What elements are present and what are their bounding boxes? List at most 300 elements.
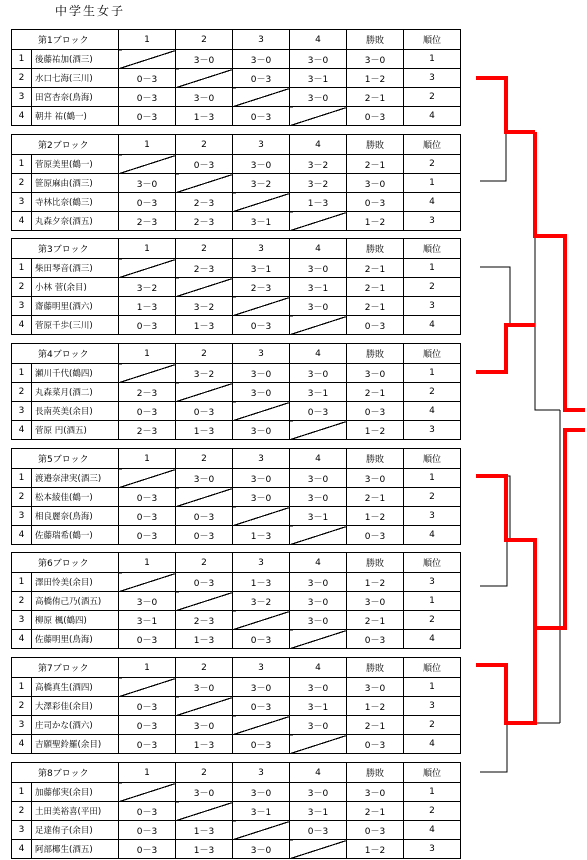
column-header: 2 [176,449,233,469]
player-number: 4 [12,630,32,649]
rank: 4 [404,193,461,212]
column-header: 4 [290,553,347,573]
column-header: 4 [290,449,347,469]
self-match-cell [290,630,347,649]
self-match-cell [290,840,347,859]
player-row [12,821,461,840]
block-table [11,657,461,754]
match-score: 1－3 [176,821,233,840]
win-loss-record: 3－0 [347,364,404,383]
match-score: 3－0 [290,783,347,802]
match-score: 3－1 [290,69,347,88]
page-title: 中学生女子 [55,4,126,18]
rank: 2 [404,88,461,107]
player-number: 2 [12,802,32,821]
rank: 3 [404,573,461,592]
player-name: 寺林比奈(鶴三) [32,193,119,212]
self-match-cell [290,212,347,231]
win-loss-record: 2－1 [347,383,404,402]
match-score: 0－3 [119,630,176,649]
column-header: 3 [233,553,290,573]
rank: 3 [404,421,461,440]
self-match-cell [176,278,233,297]
win-loss-record: 2－1 [347,716,404,735]
match-score: 0－3 [176,573,233,592]
column-header: 順位 [404,344,461,364]
match-score: 3－0 [233,488,290,507]
rank: 3 [404,507,461,526]
rank: 2 [404,716,461,735]
self-match-cell [119,573,176,592]
player-name: 菅原千歩(三川) [32,316,119,335]
match-score: 3－0 [290,297,347,316]
player-number: 2 [12,69,32,88]
bracket-line [480,540,507,586]
player-number: 2 [12,174,32,193]
match-score: 3－1 [233,259,290,278]
block-table [11,238,461,335]
win-loss-record: 1－2 [347,573,404,592]
column-header: 3 [233,658,290,678]
match-score: 0－3 [119,316,176,335]
win-loss-record: 3－0 [347,678,404,697]
match-score: 3－1 [290,278,347,297]
player-row [12,155,461,174]
rank: 4 [404,316,461,335]
match-score: 3－0 [176,88,233,107]
match-score: 0－3 [119,69,176,88]
match-score: 3－0 [233,678,290,697]
block-header-row [12,344,461,364]
match-score: 3－0 [176,716,233,735]
self-match-cell [233,193,290,212]
self-match-cell [233,611,290,630]
match-score: 1－3 [233,526,290,545]
player-name: 田宮杏奈(鳥海) [32,88,119,107]
match-score: 0－3 [233,697,290,716]
win-loss-record: 1－2 [347,69,404,88]
player-name: 齋藤明里(酒六) [32,297,119,316]
self-match-cell [119,469,176,488]
match-score: 1－3 [176,421,233,440]
player-name: 長南英美(余目) [32,402,119,421]
column-header: 4 [290,135,347,155]
column-header: 1 [119,763,176,783]
match-score: 0－3 [233,69,290,88]
player-number: 4 [12,735,32,754]
match-score: 2－3 [176,611,233,630]
match-score: 3－1 [119,611,176,630]
column-header: 1 [119,449,176,469]
match-score: 3－2 [290,174,347,193]
win-loss-record: 3－0 [347,469,404,488]
column-header: 4 [290,30,347,50]
rank: 3 [404,697,461,716]
player-name: 高橋真生(酒四) [32,678,119,697]
player-row [12,735,461,754]
match-score: 1－3 [176,107,233,126]
column-header: 2 [176,344,233,364]
match-score: 3－0 [119,174,176,193]
player-name: 足達侑子(余目) [32,821,119,840]
column-header: 順位 [404,658,461,678]
self-match-cell [290,107,347,126]
player-row [12,573,461,592]
player-row [12,278,461,297]
match-score: 3－0 [290,50,347,69]
match-score: 0－3 [176,155,233,174]
column-header: 3 [233,30,290,50]
win-loss-record: 0－3 [347,735,404,754]
match-score: 0－3 [233,107,290,126]
column-header: 勝敗 [347,344,404,364]
win-loss-record: 0－3 [347,402,404,421]
match-score: 0－3 [290,821,347,840]
player-row [12,630,461,649]
match-score: 2－3 [119,383,176,402]
match-score: 0－3 [119,507,176,526]
player-row [12,716,461,735]
match-score: 3－0 [290,259,347,278]
player-number: 2 [12,488,32,507]
win-loss-record: 3－0 [347,50,404,69]
block-header-row [12,658,461,678]
column-header: 4 [290,763,347,783]
player-number: 1 [12,364,32,383]
player-row [12,212,461,231]
player-number: 3 [12,507,32,526]
player-number: 1 [12,469,32,488]
rank: 2 [404,155,461,174]
player-name: 阿部椰生(酒五) [32,840,119,859]
match-score: 1－3 [290,193,347,212]
match-score: 0－3 [233,630,290,649]
player-number: 4 [12,526,32,545]
block-name: 第1ブロック [12,30,119,50]
column-header: 3 [233,239,290,259]
match-score: 3－0 [233,421,290,440]
player-number: 3 [12,821,32,840]
match-score: 3－2 [176,364,233,383]
match-score: 3－0 [176,678,233,697]
match-score: 0－3 [233,316,290,335]
column-header: 2 [176,763,233,783]
player-name: 澤田怜美(余目) [32,573,119,592]
win-loss-record: 2－1 [347,297,404,316]
column-header: 4 [290,658,347,678]
block-name: 第8ブロック [12,763,119,783]
column-header: 順位 [404,763,461,783]
match-score: 0－3 [119,488,176,507]
match-score: 2－3 [176,193,233,212]
rank: 2 [404,278,461,297]
player-name: 丸森菜月(酒二) [32,383,119,402]
column-header: 3 [233,135,290,155]
player-number: 3 [12,193,32,212]
player-row [12,526,461,545]
match-score: 1－3 [119,297,176,316]
self-match-cell [233,507,290,526]
rank: 4 [404,107,461,126]
player-number: 1 [12,259,32,278]
rank: 1 [404,50,461,69]
winner-line [535,132,585,410]
match-score: 2－3 [176,259,233,278]
column-header: 1 [119,135,176,155]
column-header: 順位 [404,135,461,155]
match-score: 0－3 [119,716,176,735]
bracket-line [480,476,510,540]
column-header: 順位 [404,449,461,469]
block-name: 第7ブロック [12,658,119,678]
column-header: 2 [176,553,233,573]
match-score: 1－3 [176,316,233,335]
player-number: 1 [12,783,32,802]
match-score: 3－0 [290,678,347,697]
rank: 1 [404,259,461,278]
player-name: 水口七海(三川) [32,69,119,88]
column-header: 3 [233,449,290,469]
block-name: 第4ブロック [12,344,119,364]
match-score: 0－3 [119,735,176,754]
rank: 2 [404,611,461,630]
player-name: 瀬川千代(鶴四) [32,364,119,383]
column-header: 勝敗 [347,553,404,573]
block-table [11,552,461,649]
self-match-cell [176,69,233,88]
match-score: 2－3 [176,212,233,231]
match-score: 3－0 [290,592,347,611]
match-score: 3－0 [176,783,233,802]
player-number: 1 [12,155,32,174]
player-number: 4 [12,316,32,335]
block-name: 第6ブロック [12,553,119,573]
player-row [12,507,461,526]
match-score: 3－2 [233,174,290,193]
rank: 3 [404,297,461,316]
player-name: 小林 菅(余目) [32,278,119,297]
player-row [12,364,461,383]
match-score: 3－0 [233,840,290,859]
column-header: 2 [176,135,233,155]
player-row [12,259,461,278]
match-score: 3－0 [290,488,347,507]
win-loss-record: 1－2 [347,212,404,231]
column-header: 3 [233,763,290,783]
column-header: 4 [290,239,347,259]
player-row [12,611,461,630]
self-match-cell [290,421,347,440]
player-row [12,69,461,88]
winner-line [476,325,535,372]
block-name: 第2ブロック [12,135,119,155]
self-match-cell [176,488,233,507]
winner-line [535,430,585,628]
bracket-line [535,540,560,723]
match-score: 0－3 [119,697,176,716]
column-header: 1 [119,239,176,259]
match-score: 3－2 [176,297,233,316]
win-loss-record: 0－3 [347,526,404,545]
player-name: 佐藤瑞希(鶴一) [32,526,119,545]
self-match-cell [290,735,347,754]
bracket-line [480,132,506,181]
match-score: 0－3 [233,735,290,754]
match-score: 0－3 [119,840,176,859]
player-name: 朝井 祐(鶴一) [32,107,119,126]
player-name: 吉願聖鈴羅(余目) [32,735,119,754]
player-row [12,193,461,212]
match-score: 0－3 [119,821,176,840]
win-loss-record: 2－1 [347,802,404,821]
bracket-lines-thin [480,132,560,772]
self-match-cell [176,383,233,402]
match-score: 3－0 [176,50,233,69]
player-name: 土田美裕喜(平田) [32,802,119,821]
column-header: 順位 [404,553,461,573]
match-score: 1－3 [176,735,233,754]
match-score: 3－1 [290,697,347,716]
match-score: 0－3 [119,193,176,212]
block-table [11,762,461,859]
win-loss-record: 1－2 [347,840,404,859]
win-loss-record: 2－1 [347,259,404,278]
player-name: 丸森夕奈(酒五) [32,212,119,231]
player-name: 加藤郁実(余目) [32,783,119,802]
player-name: 松本綾佳(鶴一) [32,488,119,507]
match-score: 0－3 [119,107,176,126]
match-score: 3－0 [233,155,290,174]
player-row [12,174,461,193]
rank: 1 [404,469,461,488]
rank: 4 [404,735,461,754]
column-header: 1 [119,553,176,573]
self-match-cell [233,88,290,107]
block-header-row [12,449,461,469]
player-row [12,107,461,126]
self-match-cell [176,697,233,716]
column-header: 勝敗 [347,449,404,469]
match-score: 3－0 [290,611,347,630]
rank: 1 [404,174,461,193]
block-header-row [12,135,461,155]
player-row [12,297,461,316]
match-score: 3－0 [290,573,347,592]
block-name: 第3ブロック [12,239,119,259]
match-score: 1－3 [233,573,290,592]
column-header: 3 [233,344,290,364]
match-score: 3－1 [233,802,290,821]
player-number: 3 [12,611,32,630]
column-header: 勝敗 [347,763,404,783]
win-loss-record: 0－3 [347,107,404,126]
self-match-cell [290,526,347,545]
player-name: 菅原 円(酒五) [32,421,119,440]
match-score: 3－0 [119,592,176,611]
block-table [11,134,461,231]
self-match-cell [119,155,176,174]
self-match-cell [119,50,176,69]
rank: 2 [404,488,461,507]
player-number: 3 [12,402,32,421]
match-score: 3－0 [233,469,290,488]
rank: 2 [404,802,461,821]
match-score: 2－3 [119,212,176,231]
player-number: 1 [12,50,32,69]
match-score: 3－0 [290,469,347,488]
win-loss-record: 2－1 [347,278,404,297]
player-row [12,469,461,488]
player-number: 2 [12,383,32,402]
block-header-row [12,30,461,50]
self-match-cell [233,402,290,421]
match-score: 0－3 [119,402,176,421]
player-row [12,840,461,859]
match-score: 0－3 [290,402,347,421]
player-number: 2 [12,278,32,297]
win-loss-record: 2－1 [347,488,404,507]
win-loss-record: 2－1 [347,155,404,174]
block-name: 第5ブロック [12,449,119,469]
match-score: 3－0 [233,364,290,383]
win-loss-record: 0－3 [347,193,404,212]
player-name: 大澤彩佳(余目) [32,697,119,716]
rank: 3 [404,69,461,88]
block-header-row [12,763,461,783]
match-score: 3－1 [290,507,347,526]
column-header: 2 [176,30,233,50]
player-name: 高橋侑己乃(酒五) [32,592,119,611]
match-score: 0－3 [176,402,233,421]
win-loss-record: 0－3 [347,316,404,335]
column-header: 2 [176,658,233,678]
self-match-cell [290,316,347,335]
rank: 1 [404,592,461,611]
block-header-row [12,553,461,573]
match-score: 3－0 [290,716,347,735]
block-table [11,448,461,545]
win-loss-record: 0－3 [347,630,404,649]
bracket-line [535,236,560,410]
rank: 4 [404,526,461,545]
win-loss-record: 3－0 [347,783,404,802]
player-number: 1 [12,678,32,697]
rank: 1 [404,783,461,802]
bracket-lines-winner [476,78,585,723]
match-score: 3－1 [290,383,347,402]
match-score: 0－3 [119,526,176,545]
match-score: 1－3 [176,630,233,649]
player-row [12,316,461,335]
block-table [11,343,461,440]
block-table [11,29,461,126]
column-header: 勝敗 [347,30,404,50]
player-row [12,421,461,440]
column-header: 1 [119,30,176,50]
player-row [12,50,461,69]
winner-line [476,476,535,628]
player-number: 1 [12,573,32,592]
self-match-cell [176,174,233,193]
column-header: 勝敗 [347,658,404,678]
self-match-cell [119,678,176,697]
rank: 3 [404,212,461,231]
bracket-line [480,723,507,772]
column-header: 順位 [404,30,461,50]
match-score: 3－0 [290,88,347,107]
match-score: 2－3 [119,421,176,440]
match-score: 3－2 [119,278,176,297]
